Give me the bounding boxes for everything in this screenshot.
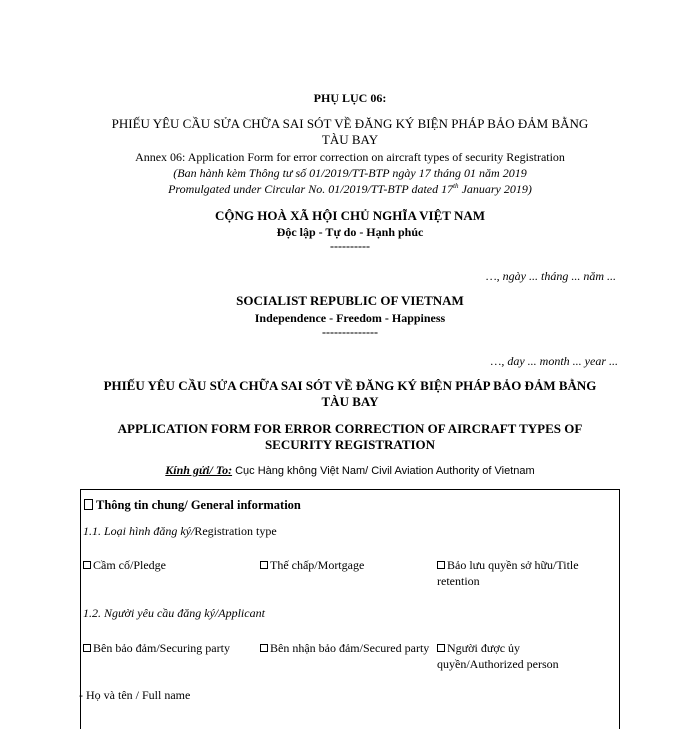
form-title-en-1: APPLICATION FORM FOR ERROR CORRECTION OF AIRCRAFT TYPES OF [117, 421, 583, 436]
option-authorized-person-label: Người được ủy quyền/Authorized person [437, 641, 559, 671]
registration-type-label [83, 524, 277, 539]
registration-type-label-vn: 1.1. Loại hình đăng ký/ [83, 524, 195, 538]
promulgated-text-end: January 2019) [458, 182, 532, 196]
promulgated-sup: th [453, 182, 459, 190]
title-retention-checkbox[interactable] [437, 561, 445, 569]
general-info-heading-text: Thông tin chung/ General information [96, 498, 301, 512]
recipient-value: Cục Hàng không Việt Nam/ Civil Aviation Authority of Vietnam [235, 465, 535, 477]
option-title-retention-label: Bảo lưu quyền sở hữu/Title retention [437, 558, 579, 588]
form-title-vn-1: PHIẾU YÊU CẦU SỬA CHỮA SAI SÓT VỀ ĐĂNG KÝ BIỆN PHÁP BẢO ĐẢM BẰNG [103, 378, 597, 393]
applicant-label [83, 606, 265, 621]
option-mortgage-label: Thế chấp/Mortgage [270, 558, 365, 572]
mortgage-checkbox[interactable] [260, 561, 268, 569]
applicant-label-en: Applicant [218, 606, 265, 620]
option-authorized-person[interactable] [437, 640, 607, 672]
registration-type-label-en: Registration type [194, 524, 277, 538]
option-pledge[interactable] [83, 558, 166, 573]
en-motto: Independence - Freedom - Happiness [254, 311, 446, 325]
full-name-label: - Họ và tên / Full name [79, 688, 191, 702]
option-pledge-label: Cầm cố/Pledge [93, 558, 166, 572]
general-info-box [80, 489, 620, 729]
pledge-checkbox[interactable] [83, 561, 91, 569]
vn-motto-rule: ---------- [330, 239, 370, 253]
en-date-line: …, day ... month ... year ... [490, 354, 618, 368]
option-securing-party-label: Bên bảo đảm/Securing party [93, 641, 230, 655]
applicant-label-vn: 1.2. Người yêu cầu đăng ký/ [83, 606, 219, 620]
en-annex-title: Annex 06: Application Form for error correction on aircraft types of security Registration [135, 150, 565, 164]
form-title-vn-2: TÀU BAY [321, 394, 379, 409]
vn-motto: Độc lập - Tự do - Hạnh phúc [276, 225, 424, 239]
option-title-retention[interactable] [437, 557, 612, 589]
vn-date-line: …, ngày ... tháng ... năm ... [486, 269, 616, 283]
securing-party-checkbox[interactable] [83, 644, 91, 652]
promulgated-text: Promulgated under Circular No. 01/2019/TT-BTP dated 17 [168, 182, 454, 196]
annex-label: PHỤ LỤC 06: [313, 91, 387, 105]
en-country-name: SOCIALIST REPUBLIC OF VIETNAM [236, 293, 464, 308]
form-title-en-2: SECURITY REGISTRATION [264, 437, 436, 452]
option-secured-party-label: Bên nhận bảo đảm/Secured party [270, 641, 430, 655]
option-secured-party[interactable] [260, 640, 430, 656]
authorized-person-checkbox[interactable] [437, 644, 445, 652]
recipient-line [0, 463, 700, 478]
option-mortgage[interactable] [260, 558, 364, 573]
vn-title-line-2: TÀU BAY [321, 132, 379, 147]
section-marker-icon [84, 499, 93, 510]
vn-title-line-1: PHIẾU YÊU CẦU SỬA CHỮA SAI SÓT VỀ ĐĂNG KÝ BIỆN PHÁP BẢO ĐẢM BẰNG [111, 116, 589, 131]
option-securing-party[interactable] [83, 641, 230, 656]
en-motto-rule: -------------- [322, 325, 378, 339]
vn-issued-note: (Ban hành kèm Thông tư số 01/2019/TT-BTP ngày 17 tháng 01 năm 2019 [173, 166, 527, 180]
en-promulgated-note [0, 182, 700, 197]
general-info-heading [84, 498, 301, 513]
vn-country-name: CỘNG HOÀ XÃ HỘI CHỦ NGHĨA VIỆT NAM [214, 208, 486, 223]
secured-party-checkbox[interactable] [260, 644, 268, 652]
recipient-label: Kính gửi/ To: [165, 463, 233, 477]
